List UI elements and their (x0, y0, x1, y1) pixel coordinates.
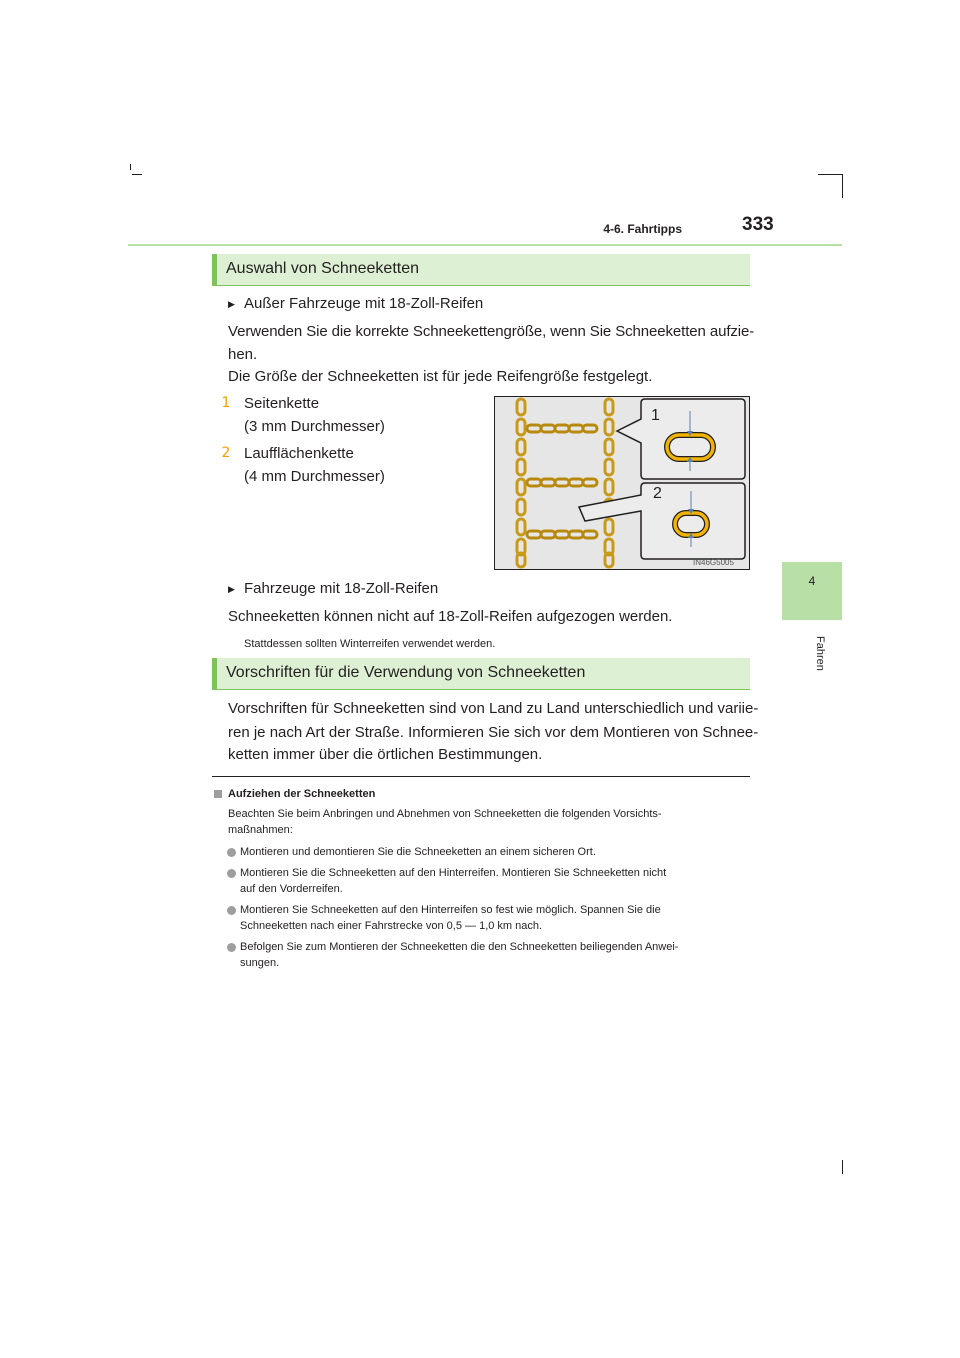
divider-rule (212, 776, 750, 777)
marker-1-icon: 1 (221, 395, 231, 411)
chain-link-row (527, 531, 597, 538)
marker-2-icon: 2 (221, 445, 231, 461)
square-bullet-icon (214, 790, 222, 798)
bullet-text: Montieren Sie Schneeketten auf den Hinterreifen so fest wie möglich. Spannen Sie die (240, 904, 661, 916)
crop-mark (818, 174, 842, 175)
triangle-bullet-icon: ▶ (228, 584, 235, 594)
crop-mark (842, 174, 843, 198)
page-number: 333 (742, 214, 774, 235)
crop-mark (132, 174, 142, 175)
bullet-dot-icon (227, 848, 236, 857)
chain-drawing (495, 397, 749, 569)
bullet-text: auf den Vorderreifen. (240, 883, 343, 895)
bullet-text: Befolgen Sie zum Montieren der Schneeketten die den Schneeketten beiliegenden Anwei- (240, 941, 679, 953)
item-label: Seitenkette (244, 395, 320, 412)
bullet-text: Schneeketten nach einer Fahrstrecke von 0,5 — 1,0 km nach. (240, 920, 543, 932)
paragraph-line: Die Größe der Schneeketten ist für jede Reifengröße festgelegt. (228, 368, 653, 385)
item-detail: (3 mm Durchmesser) (244, 418, 385, 435)
paragraph-line: Schneeketten können nicht auf 18-Zoll-Reifen aufgezogen werden. (228, 608, 673, 625)
paragraph-line: hen. (228, 346, 258, 363)
callout-1-label: 1 (651, 407, 660, 424)
paragraph-line: Vorschriften für Schneeketten sind von Land zu Land unterschiedlich und variie- (228, 700, 759, 717)
bullet-text: Montieren und demontieren Sie die Schneeketten an einem sicheren Ort. (240, 846, 596, 858)
paragraph-line: ketten immer über die örtlichen Bestimmungen. (228, 746, 543, 763)
chapter-label: Fahren (814, 636, 826, 671)
notes-heading: Aufziehen der Schneeketten (228, 788, 376, 800)
bullet-dot-icon (227, 869, 236, 878)
crop-mark (842, 1160, 843, 1174)
bullet-text: sungen. (240, 957, 280, 969)
chain-link-column (605, 399, 613, 567)
paragraph-line: Verwenden Sie die korrekte Schneekettengröße, wenn Sie Schneeketten aufzie- (228, 323, 755, 340)
notes-intro-line: maßnahmen: (228, 824, 293, 836)
item-detail: (4 mm Durchmesser) (244, 468, 385, 485)
notes-intro-line: Beachten Sie beim Anbringen und Abnehmen von Schneeketten die folgenden Vorsichts- (228, 808, 662, 820)
subheading: Außer Fahrzeuge mit 18-Zoll-Reifen (244, 295, 484, 312)
chain-link-row (527, 479, 597, 486)
triangle-bullet-icon: ▶ (228, 299, 235, 309)
header-rule (128, 244, 842, 246)
bullet-dot-icon (227, 943, 236, 952)
paragraph-line: ren je nach Art der Straße. Informieren Sie sich vor dem Montieren von Schnee- (228, 724, 759, 741)
callout-2-label: 2 (653, 485, 662, 502)
section-title: Vorschriften für die Verwendung von Schneeketten (226, 664, 586, 681)
chapter-tab (782, 562, 842, 620)
crop-mark (130, 164, 131, 170)
header-section-title: 4-6. Fahrtipps (603, 222, 682, 236)
chapter-number: 4 (808, 574, 816, 588)
note-text: Stattdessen sollten Winterreifen verwendet werden. (244, 638, 496, 650)
item-label: Laufflächenkette (244, 445, 354, 462)
subheading: Fahrzeuge mit 18-Zoll-Reifen (244, 580, 439, 597)
bullet-dot-icon (227, 906, 236, 915)
chain-link-row (527, 425, 597, 432)
chain-link-column (517, 399, 525, 567)
section-title: Auswahl von Schneeketten (226, 260, 420, 277)
illustration-code: IN46G5005 (693, 558, 734, 567)
snow-chain-illustration (494, 396, 750, 570)
bullet-text: Montieren Sie die Schneeketten auf den Hinterreifen. Montieren Sie Schneeketten nicht (240, 867, 667, 879)
